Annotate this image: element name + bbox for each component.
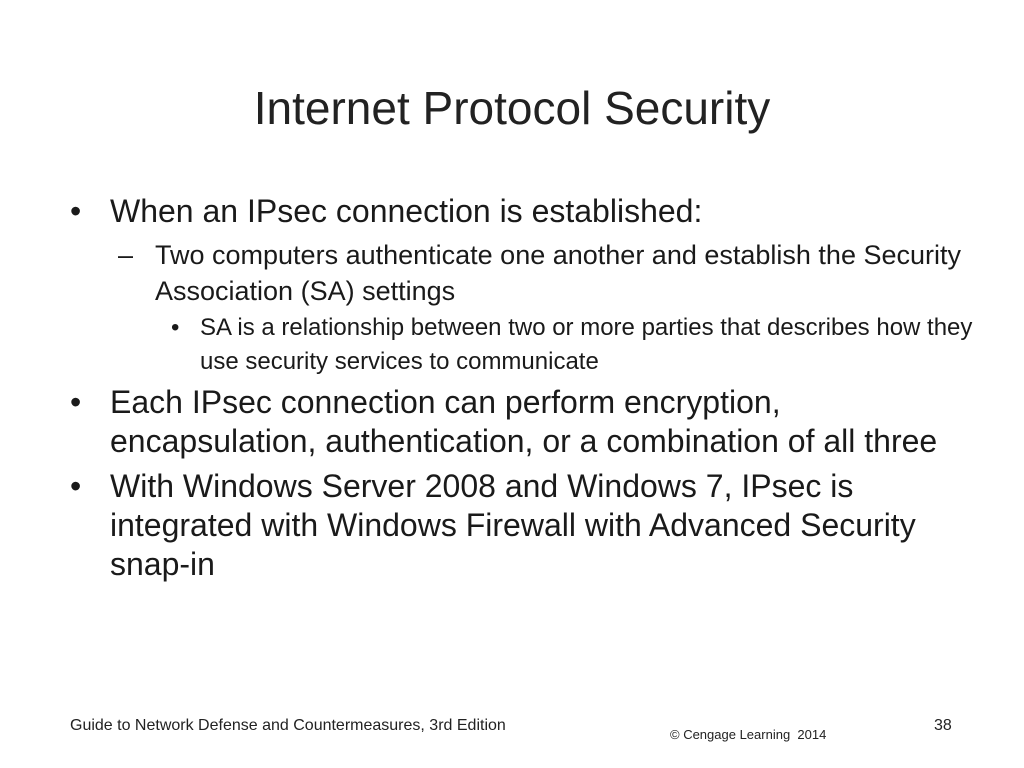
page-number: 38 (934, 717, 952, 734)
bullet-item (70, 383, 980, 461)
bullet-marker: • (70, 468, 82, 504)
bullet-item (70, 192, 980, 231)
sub-sub-bullet-item (70, 311, 980, 379)
bullet-item (70, 467, 980, 584)
sub-sub-bullet-text: SA is a relationship between two or more parties that describes how they use security services to communicate (200, 314, 973, 375)
slide-title: Internet Protocol Security (253, 82, 771, 134)
footer-book-title: Guide to Network Defense and Countermeasures, 3rd Edition (70, 717, 506, 734)
bullet-marker: • (70, 384, 82, 420)
footer-copyright: © Cengage Learning 2014 (670, 727, 827, 742)
slide-body (70, 192, 980, 590)
bullet-text: When an IPsec connection is established: (110, 193, 703, 229)
sub-bullet-text: Two computers authenticate one another and establish the Security Association (SA) settings (155, 240, 961, 306)
bullet-text: Each IPsec connection can perform encryption, encapsulation, authentication, or a combination of all three (110, 384, 938, 459)
bullet-marker: • (70, 193, 82, 229)
bullet-text: With Windows Server 2008 and Windows 7, IPsec is integrated with Windows Firewall with Advanced Security snap-in (110, 468, 916, 582)
dash-marker: – (118, 240, 134, 270)
bullet-marker: • (171, 314, 180, 341)
sub-bullet-item (70, 237, 980, 309)
